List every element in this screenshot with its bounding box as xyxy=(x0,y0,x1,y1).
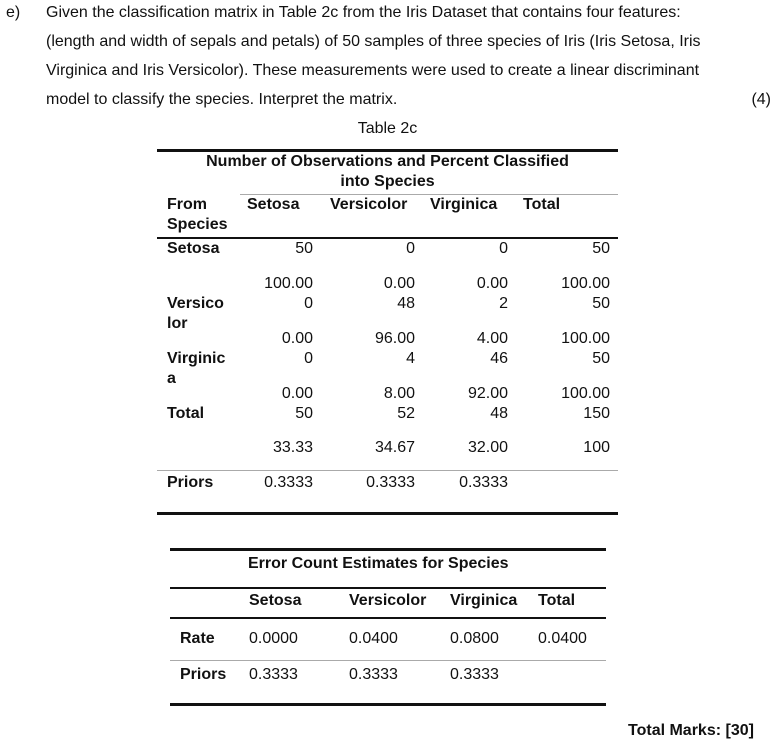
t2-header-setosa: Setosa xyxy=(249,592,302,609)
prior-value: 0.3333 xyxy=(366,474,415,491)
cell-count: 50 xyxy=(592,350,610,367)
cell-count: 4 xyxy=(406,350,415,367)
table2-top-rule xyxy=(170,548,606,551)
row-label: Total xyxy=(167,405,205,422)
t2-header-total: Total xyxy=(538,592,576,609)
row-label: Versico xyxy=(167,295,224,312)
table2-title: Error Count Estimates for Species xyxy=(248,555,509,572)
header-versicolor: Versicolor xyxy=(330,196,408,213)
cell-count: 0 xyxy=(304,295,313,312)
cell-percent: 0.00 xyxy=(281,330,313,347)
cell-count: 0 xyxy=(499,240,508,257)
total-marks-partial: Total Marks: [30] xyxy=(628,722,754,739)
cell-percent: 4.00 xyxy=(476,330,508,347)
header-setosa: Setosa xyxy=(247,196,300,213)
cell-percent: 0.00 xyxy=(476,275,508,292)
question-line-3: Virginica and Iris Versicolor). These measurements were used to create a linear discriminant xyxy=(46,62,700,79)
cell-percent: 8.00 xyxy=(383,385,415,402)
cell-percent: 96.00 xyxy=(374,330,415,347)
table-caption: Table 2c xyxy=(357,120,418,137)
table1-priors-rule xyxy=(157,470,618,471)
rate-value: 0.0000 xyxy=(249,630,298,647)
cell-percent: 100.00 xyxy=(561,385,610,402)
table1-title-line1: Number of Observations and Percent Classified xyxy=(206,153,569,170)
table1-title-underline xyxy=(240,194,618,195)
row-label-cont: lor xyxy=(167,315,188,332)
cell-count: 50 xyxy=(592,240,610,257)
t2-header-versicolor: Versicolor xyxy=(349,592,427,609)
t2-header-virginica: Virginica xyxy=(450,592,518,609)
cell-count: 0 xyxy=(304,350,313,367)
t2-prior-value: 0.3333 xyxy=(349,666,398,683)
prior-value: 0.3333 xyxy=(459,474,508,491)
table1-header-rule xyxy=(157,237,618,239)
row-label-cont: a xyxy=(167,370,176,387)
cell-count: 50 xyxy=(295,240,313,257)
rate-label: Rate xyxy=(180,630,215,647)
rate-value: 0.0400 xyxy=(349,630,398,647)
table2-title-rule xyxy=(170,587,606,589)
cell-count: 46 xyxy=(490,350,508,367)
cell-percent: 0.00 xyxy=(281,385,313,402)
cell-count: 2 xyxy=(499,295,508,312)
header-total: Total xyxy=(523,196,561,213)
question-line-1: Given the classification matrix in Table 2c from the Iris Dataset that contains four features: xyxy=(46,4,681,21)
t2-priors-label: Priors xyxy=(180,666,227,683)
header-from-line1: From xyxy=(167,196,207,213)
question-marks: (4) xyxy=(751,91,771,108)
cell-count: 150 xyxy=(583,405,610,422)
cell-percent: 92.00 xyxy=(467,385,508,402)
priors-label: Priors xyxy=(167,474,214,491)
rate-value: 0.0800 xyxy=(450,630,499,647)
rate-value: 0.0400 xyxy=(538,630,587,647)
table2-rate-rule xyxy=(170,660,606,661)
header-from-line2: Species xyxy=(167,216,228,233)
cell-count: 50 xyxy=(295,405,313,422)
cell-percent: 100.00 xyxy=(561,275,610,292)
t2-prior-value: 0.3333 xyxy=(249,666,298,683)
cell-percent: 34.67 xyxy=(374,439,415,456)
t2-prior-value: 0.3333 xyxy=(450,666,499,683)
cell-percent: 33.33 xyxy=(272,439,313,456)
row-label: Setosa xyxy=(167,240,220,257)
table1-title-line2: into Species xyxy=(340,173,435,190)
question-line-4: model to classify the species. Interpret the matrix. xyxy=(46,91,398,108)
cell-count: 48 xyxy=(397,295,415,312)
row-label: Virginic xyxy=(167,350,226,367)
cell-percent: 100 xyxy=(583,439,610,456)
cell-percent: 0.00 xyxy=(383,275,415,292)
cell-percent: 32.00 xyxy=(467,439,508,456)
cell-percent: 100.00 xyxy=(561,330,610,347)
header-virginica: Virginica xyxy=(430,196,498,213)
cell-count: 52 xyxy=(397,405,415,422)
table2-bottom-rule xyxy=(170,703,606,706)
cell-count: 50 xyxy=(592,295,610,312)
cell-count: 0 xyxy=(406,240,415,257)
question-line-2: (length and width of sepals and petals) of 50 samples of three species of Iris (Iris Setosa, Iris xyxy=(46,33,701,50)
table1-top-rule xyxy=(157,149,618,152)
table2-header-rule xyxy=(170,617,606,619)
cell-percent: 100.00 xyxy=(264,275,313,292)
table1-bottom-rule xyxy=(157,512,618,515)
cell-count: 48 xyxy=(490,405,508,422)
prior-value: 0.3333 xyxy=(264,474,313,491)
question-label: e) xyxy=(6,4,21,21)
